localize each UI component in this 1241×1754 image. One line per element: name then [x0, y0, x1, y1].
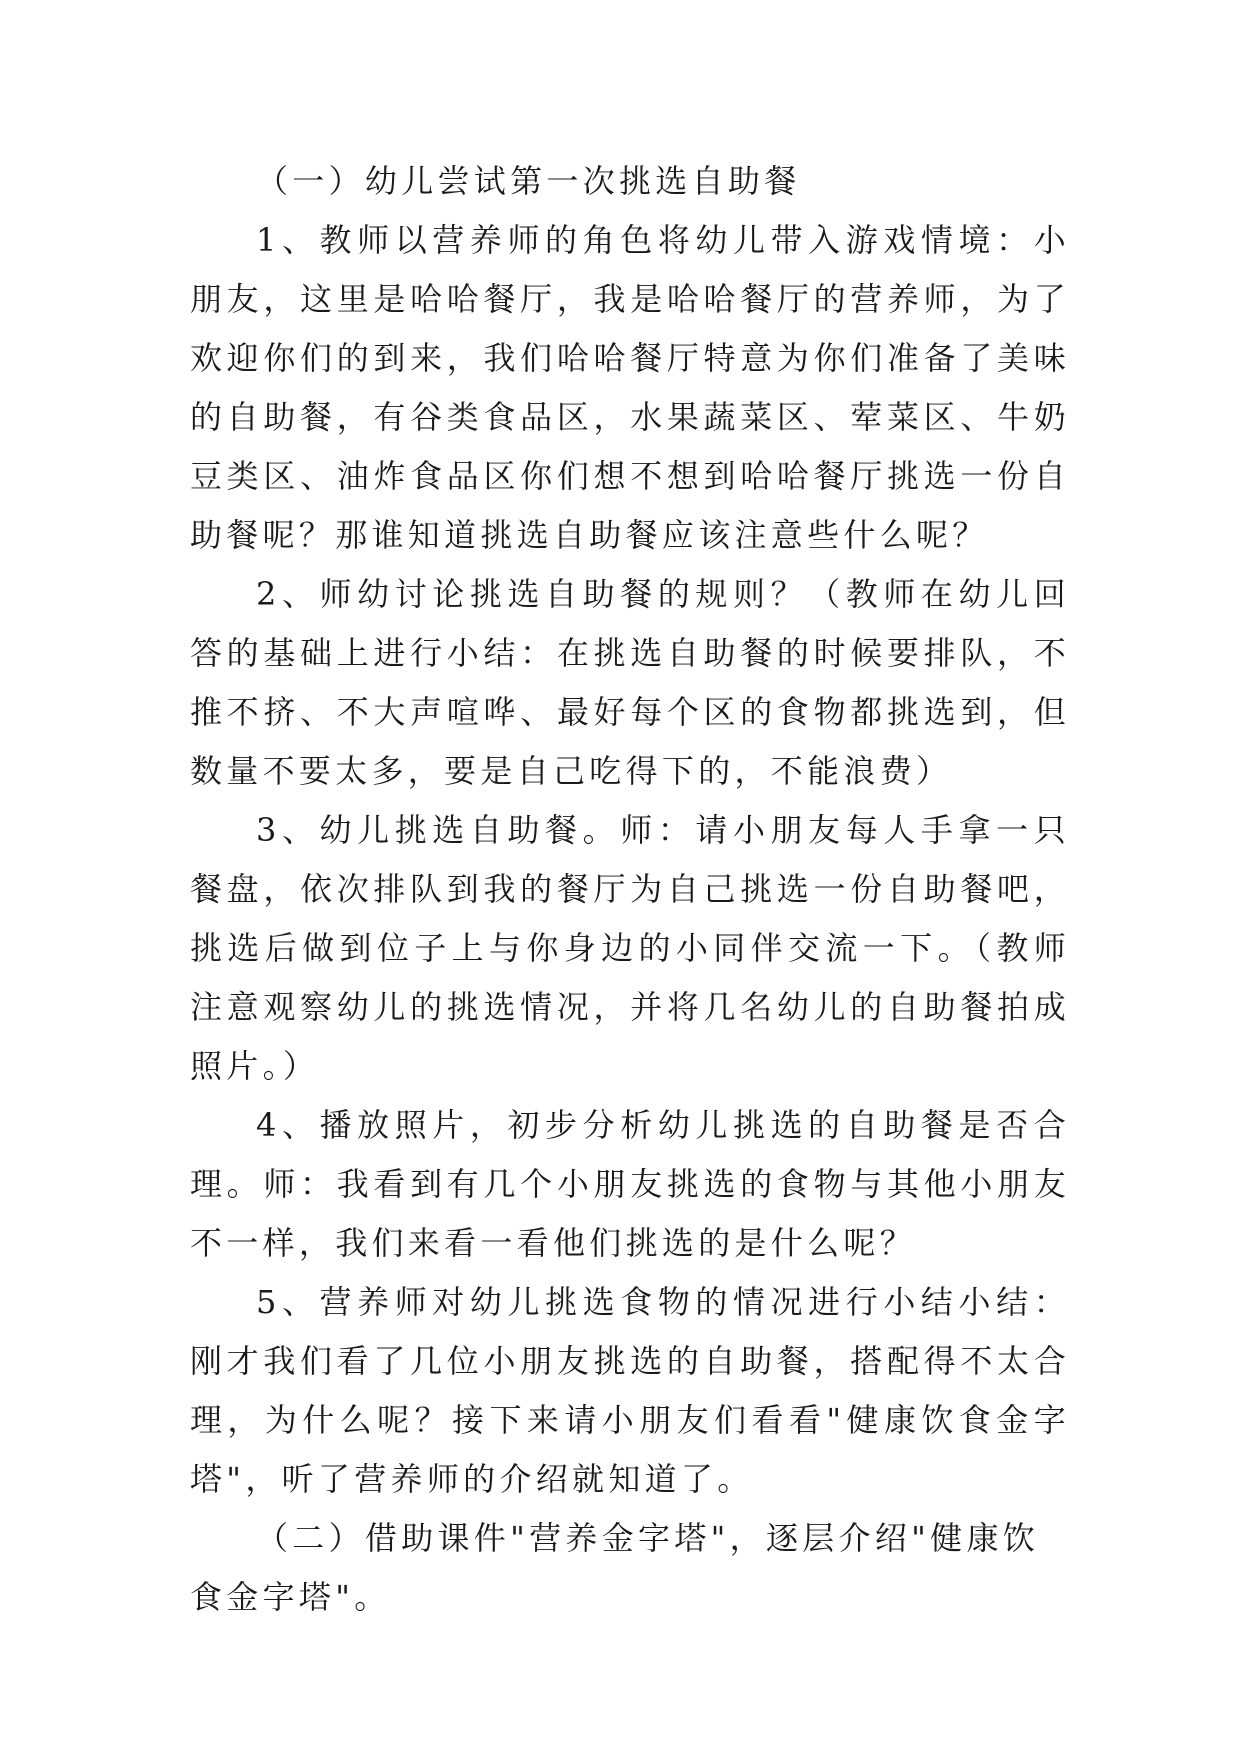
paragraph-1: 1、教师以营养师的角色将幼儿带入游戏情境：小朋友，这里是哈哈餐厅，我是哈哈餐厅的营养师，为了欢迎你们的到来，我们哈哈餐厅特意为你们准备了美味的自助餐，有谷类食品区，水果蔬菜区、荤菜区、牛奶豆类区、油炸食品区你们想不想到哈哈餐厅挑选一份自助餐呢？那谁知道挑选自助餐应该注意些什么呢？ [190, 221, 1070, 554]
paragraph-4: 4、播放照片，初步分析幼儿挑选的自助餐是否合理。师：我看到有几个小朋友挑选的食物与其他小朋友不一样，我们来看一看他们挑选的是什么呢？ [190, 1106, 1070, 1262]
paragraph-2: 2、师幼讨论挑选自助餐的规则？（教师在幼儿回答的基础上进行小结：在挑选自助餐的时候要排队，不推不挤、不大声喧哗、最好每个区的食物都挑选到，但数量不要太多，要是自己吃得下的，不能浪费） [190, 575, 1070, 790]
document-body [190, 152, 1070, 1627]
section-heading-1: （一）幼儿尝试第一次挑选自助餐 [256, 162, 801, 200]
paragraph-3: 3、幼儿挑选自助餐。师：请小朋友每人手拿一只餐盘，依次排队到我的餐厅为自己挑选一份自助餐吧，挑选后做到位子上与你身边的小同伴交流一下。（教师注意观察幼儿的挑选情况，并将几名幼儿的自助餐拍成照片。） [190, 811, 1070, 1085]
paragraph-5: 5、营养师对幼儿挑选食物的情况进行小结小结：刚才我们看了几位小朋友挑选的自助餐，搭配得不太合理，为什么呢？接下来请小朋友们看看"健康饮食金字塔"，听了营养师的介绍就知道了。 [190, 1283, 1070, 1498]
section-heading-2: （二）借助课件"营养金字塔"，逐层介绍"健康饮食金字塔"。 [190, 1519, 1040, 1616]
